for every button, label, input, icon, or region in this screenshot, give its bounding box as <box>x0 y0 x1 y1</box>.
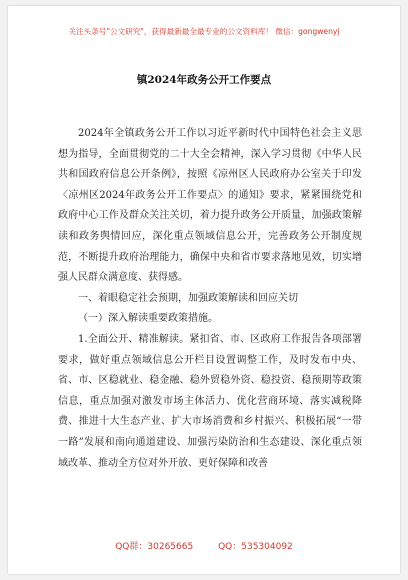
promo-banner: 关注头条号"公文研究"，获得最新最全最专业的公文资料库！ 微信：gongwenyj <box>68 27 340 36</box>
subsection-heading: （一）深入解读重要政策措施。 <box>78 313 218 325</box>
intro-paragraph: 2024年全镇政务公开工作以习近平新时代中国特色社会主义思想为指导，全面贯彻党的二十大全会精神，深入学习贯彻《中华人民共和国政府信息公开条例》，按照《凉州区人民政府办公室关于印发〈凉州区2024年政务公开工作要点〉的通知》要求，紧紧围绕党和政府中心工作及群众关注关切，着力提升政务公开质量，加强政策解读和政务舆情回应，深化重点领域信息公开，完善政务公开制度规范，不断提升政府治理能力，确保中央和省市要求落地见效，切实增强人民群众满意度、获得感。 <box>58 128 362 284</box>
document-page <box>8 6 400 574</box>
contact-footer <box>8 539 400 552</box>
qq-group-text: QQ群：30265665 <box>115 542 194 552</box>
document-body <box>58 124 362 474</box>
section-heading: 一、着眼稳定社会预期，加强政策解读和回应关切 <box>78 292 298 304</box>
item-paragraph: 1.全面公开、精准解读。紧扣省、市、区政府工作报告各项部署要求，做好重点领域信息公开栏目设置调整工作，及时发布中央、省、市、区稳就业、稳金融、稳外贸稳外资、稳投资、稳预期等政策信息，重点加强对激发市场主体活力、优化营商环境、落实减税降费、推进十大生态产业、扩大市场消费和乡村振兴、积极拓展“一带一路”发展和南向通道建设、加强污染防治和生态建设、深化重点领域改革、推动全方位对外开放、更好保障和改善 <box>58 333 362 469</box>
page-title: 镇2024年政务公开工作要点 <box>136 74 272 86</box>
qq-contact-text: QQ：535304092 <box>218 542 293 552</box>
